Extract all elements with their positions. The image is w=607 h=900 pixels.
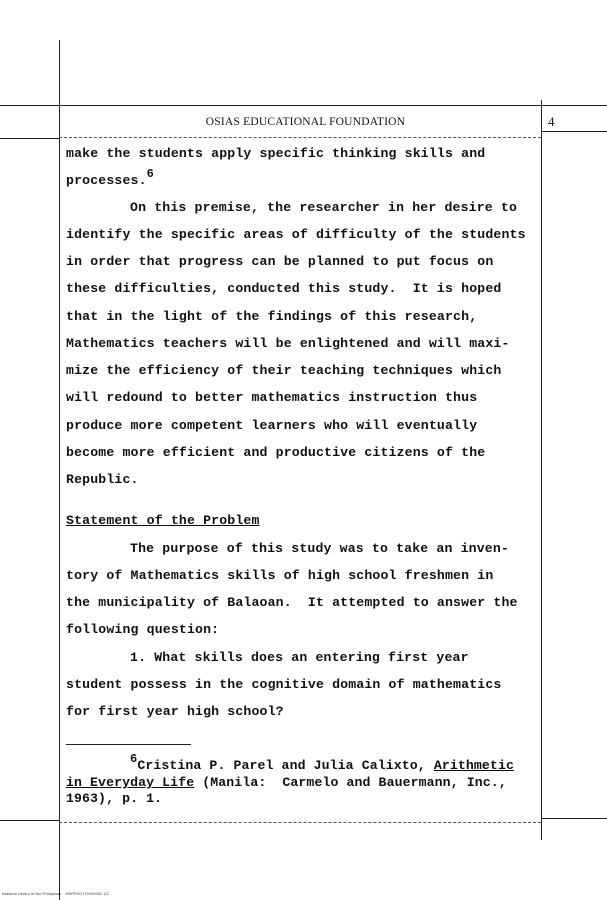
body-line: become more efficient and productive citizens of the	[66, 445, 486, 460]
header-rule-right	[541, 131, 607, 132]
footer-rule-middle	[59, 822, 541, 823]
footnote-separator	[66, 744, 191, 745]
page-number: 4	[548, 114, 555, 129]
footnote-line	[66, 775, 507, 790]
body-line: Republic.	[66, 472, 139, 487]
footnote-title: in Everyday Life	[66, 775, 195, 790]
body-line	[66, 167, 154, 188]
body-line: will redound to better mathematics instruction thus	[66, 390, 478, 405]
footnote-authors: Cristina P. Parel and Julia Calixto,	[137, 758, 434, 773]
left-margin-rule	[59, 40, 60, 900]
footnote-publisher: (Manila: Carmelo and Bauermann, Inc.,	[194, 775, 507, 790]
question-line: for first year high school?	[66, 704, 284, 719]
scan-note: National Library of the Philippines MUFP001719410002 1/2	[2, 892, 109, 896]
body-line: tory of Mathematics skills of high school freshmen in	[66, 568, 494, 583]
footer-rule-left	[0, 820, 59, 821]
question-line: student possess in the cognitive domain of mathematics	[66, 677, 502, 692]
footnote-line: 1963), p. 1.	[66, 791, 163, 806]
right-margin-rule	[541, 100, 542, 840]
header-rule-left	[0, 138, 59, 139]
section-heading: Statement of the Problem	[66, 513, 260, 528]
body-line: mize the efficiency of their teaching techniques which	[66, 363, 502, 378]
footnote-reference: 6	[146, 167, 154, 181]
body-line: Mathematics teachers will be enlightened and will maxi-	[66, 336, 510, 351]
footnote-title: Arithmetic	[433, 758, 514, 773]
body-line: following question:	[66, 622, 220, 637]
body-line: The purpose of this study was to take an inven-	[130, 541, 509, 556]
footnote-line	[130, 752, 514, 773]
body-line: On this premise, the researcher in her desire to	[130, 200, 518, 215]
footnote-number: 6	[130, 752, 138, 766]
body-line: identify the specific areas of difficulty of the students	[66, 227, 526, 242]
footer-rule-right	[541, 818, 607, 819]
body-line: these difficulties, conducted this study. It is hoped	[66, 281, 502, 296]
body-line: make the students apply specific thinking skills and	[66, 146, 486, 161]
body-line: that in the light of the findings of this research,	[66, 309, 478, 324]
header-bottom-rule	[59, 137, 541, 138]
body-line: the municipality of Balaoan. It attempted to answer the	[66, 595, 518, 610]
body-line: in order that progress can be planned to put focus on	[66, 254, 494, 269]
question-line: 1. What skills does an entering first year	[130, 650, 469, 665]
body-line: produce more competent learners who will eventually	[66, 418, 478, 433]
body-text: processes.	[66, 173, 147, 188]
institution-header	[0, 116, 607, 128]
institution-name: OSIAS EDUCATIONAL FOUNDATION	[205, 116, 406, 128]
header-top-rule	[0, 105, 607, 106]
